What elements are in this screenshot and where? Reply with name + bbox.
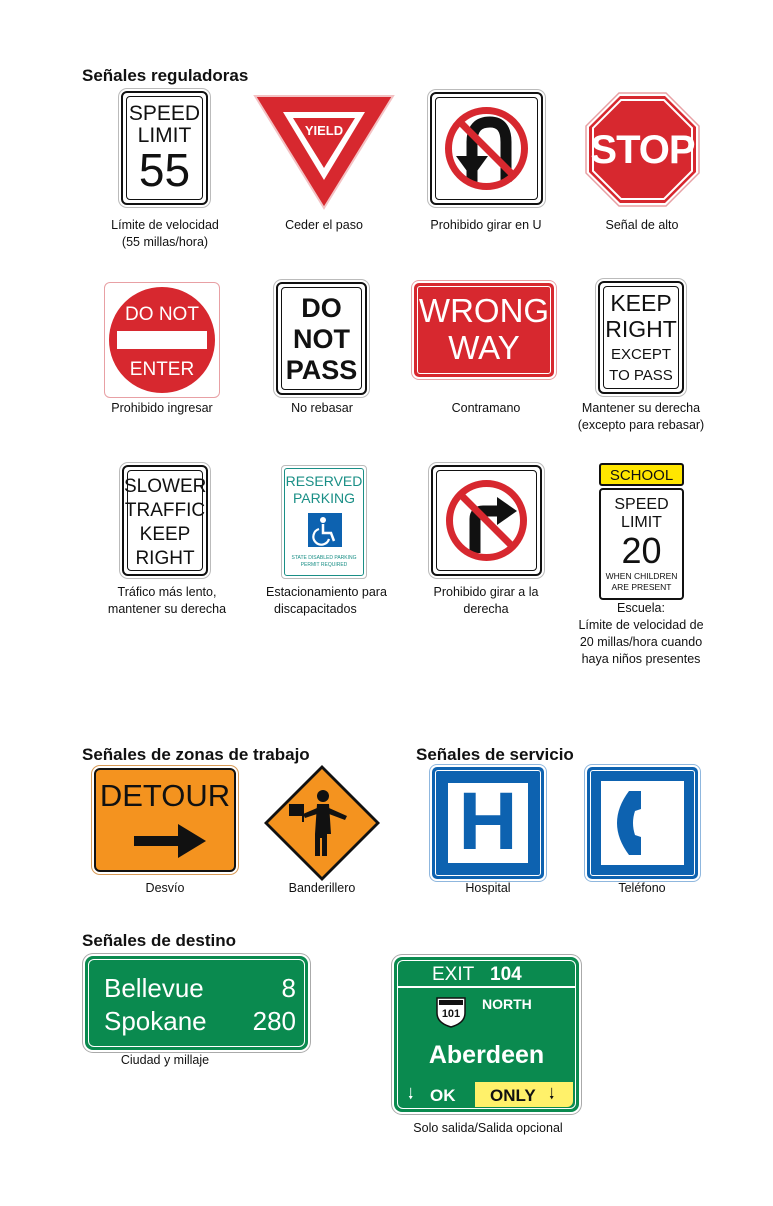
telephone-handset-icon: [615, 787, 670, 859]
keep-right-line3: EXCEPT: [610, 346, 671, 363]
speed-limit-caption: [95, 217, 235, 251]
yield-caption: Ceder el paso: [285, 218, 363, 232]
do-not-pass-caption: No rebasar: [291, 401, 353, 415]
city-mileage-caption: Ciudad y millaje: [120, 1053, 210, 1067]
speed-limit-line1: SPEED: [128, 102, 201, 125]
hospital-letter: H: [458, 776, 518, 867]
speed-limit-value: 55: [138, 144, 191, 196]
stop-text: STOP: [590, 128, 695, 172]
school-speed-line2: LIMIT: [621, 514, 662, 531]
detour-text: DETOUR: [99, 778, 231, 813]
no-u-turn-caption: Prohibido girar en U: [430, 218, 542, 232]
yield-sign: [253, 94, 395, 211]
do-not-pass-line1: DO: [301, 293, 342, 323]
down-arrow-ok-icon: 🠓: [408, 1086, 414, 1103]
do-not-pass-line3: PASS: [285, 355, 358, 385]
wheelchair-icon: [308, 513, 342, 547]
exit-divider: [397, 986, 576, 988]
destination-name: Aberdeen: [428, 1041, 545, 1069]
keep-right-line1: KEEP: [610, 290, 672, 316]
section-title-service: Señales de servicio: [416, 745, 574, 764]
detour-caption: Desvío: [145, 881, 185, 895]
do-not-pass-sign: [276, 282, 367, 395]
reserved-parking-caption-line1: Estacionamiento para: [266, 585, 387, 599]
wrong-way-sign: [414, 283, 554, 377]
ok-label: OK: [430, 1086, 456, 1105]
do-not-enter-line1: DO NOT: [125, 304, 199, 325]
telephone-caption: Teléfono: [618, 881, 666, 895]
exit-number: 104: [490, 964, 522, 985]
wrong-way-caption: Contramano: [451, 401, 521, 415]
school-speed-plate: [599, 488, 684, 600]
speed-limit-sign: [121, 91, 208, 205]
no-right-turn-caption-line2: derecha: [463, 602, 509, 616]
city-mileage-sign: [85, 956, 308, 1050]
slower-traffic-caption: [92, 584, 242, 618]
school-speed-caption-line1: Escuela:: [617, 601, 665, 615]
no-right-turn-sign: [431, 465, 542, 576]
city2-miles: 280: [252, 1006, 296, 1036]
school-speed-line1: SPEED: [614, 496, 669, 513]
slower-traffic-caption-line1: Tráfico más lento,: [117, 585, 217, 599]
slower-traffic-sign: [122, 465, 208, 576]
city2-name: Spokane: [104, 1006, 207, 1036]
detour-sign: [94, 768, 236, 872]
school-speed-caption-line3: 20 millas/hora cuando: [579, 635, 703, 649]
exit-label: EXIT: [432, 964, 475, 985]
flagger-caption: Banderillero: [288, 881, 356, 895]
slower-traffic-line4: RIGHT: [135, 548, 195, 569]
school-speed-sign: [599, 463, 684, 600]
reserved-parking-small1: STATE DISABLED PARKING: [291, 555, 357, 561]
route-number: 101: [441, 1008, 461, 1020]
flagger-sign: [263, 764, 381, 882]
keep-right-caption-line2: (excepto para rebasar): [577, 418, 705, 432]
keep-right-line2: RIGHT: [605, 316, 677, 342]
hospital-sign: [432, 767, 544, 879]
do-not-pass-line2: NOT: [293, 324, 350, 354]
stop-caption: Señal de alto: [605, 218, 679, 232]
reserved-parking-line2: PARKING: [293, 490, 355, 506]
reserved-parking-line1: RESERVED: [285, 473, 363, 489]
down-arrow-only-icon: 🠓: [549, 1086, 555, 1103]
yield-text: YIELD: [304, 123, 344, 138]
no-u-turn-sign: [430, 92, 543, 205]
telephone-sign: [587, 767, 698, 879]
no-right-turn-icon: [443, 477, 530, 564]
school-speed-caption-line4: haya niños presentes: [581, 652, 701, 666]
stop-sign: [585, 92, 700, 207]
school-speed-small1: WHEN CHILDREN: [605, 571, 678, 581]
slower-traffic-line1: SLOWER: [124, 476, 207, 497]
exit-only-sign: [394, 957, 579, 1112]
keep-right-caption-line1: Mantener su derecha: [581, 401, 701, 415]
do-not-enter-caption: Prohibido ingresar: [111, 401, 213, 415]
school-speed-small2: ARE PRESENT: [611, 582, 672, 592]
yield-triangle-icon: [253, 94, 395, 211]
speed-limit-caption-line1: Límite de velocidad: [111, 218, 219, 232]
reserved-parking-small2: PERMIT REQUIRED: [300, 562, 348, 568]
route-direction: NORTH: [482, 996, 532, 1012]
exit-only-caption: Solo salida/Salida opcional: [413, 1121, 563, 1135]
school-header-plate: [599, 463, 684, 486]
hospital-caption: Hospital: [465, 881, 511, 895]
slower-traffic-caption-line2: mantener su derecha: [107, 602, 227, 616]
speed-limit-caption-line2: (55 millas/hora): [121, 235, 209, 249]
do-not-enter-sign: [104, 282, 220, 398]
no-u-turn-icon: [442, 104, 531, 193]
no-right-turn-caption-line1: Prohibido girar a la: [433, 585, 539, 599]
no-right-turn-caption: [416, 584, 556, 618]
city1-miles: 8: [281, 973, 296, 1003]
section-title-work-zone: Señales de zonas de trabajo: [82, 745, 310, 764]
reserved-parking-caption-line2: discapacitados: [274, 602, 357, 616]
section-title-regulatory: Señales reguladoras: [82, 66, 249, 85]
do-not-enter-line2: ENTER: [129, 359, 195, 380]
school-speed-caption: [566, 600, 716, 668]
slower-traffic-line3: KEEP: [139, 524, 191, 545]
keep-right-caption: [566, 400, 716, 434]
school-speed-value: 20: [621, 530, 662, 571]
city1-name: Bellevue: [104, 973, 204, 1003]
school-speed-caption-line2: Límite de velocidad de: [578, 618, 704, 632]
right-arrow-icon: [134, 822, 206, 860]
school-header-text: SCHOOL: [609, 467, 674, 484]
reserved-parking-caption: [266, 584, 416, 618]
keep-right-sign: [598, 281, 684, 394]
wrong-way-line1: WRONG: [418, 292, 550, 329]
wrong-way-line2: WAY: [448, 329, 520, 366]
slower-traffic-line2: TRAFFIC: [124, 500, 206, 521]
section-title-destination: Señales de destino: [82, 931, 236, 950]
speed-limit-line2: LIMIT: [137, 124, 192, 147]
keep-right-line4: TO PASS: [609, 367, 673, 384]
reserved-parking-sign: [281, 465, 367, 579]
only-label: ONLY: [490, 1086, 536, 1105]
flagger-diamond-icon: [263, 764, 381, 882]
